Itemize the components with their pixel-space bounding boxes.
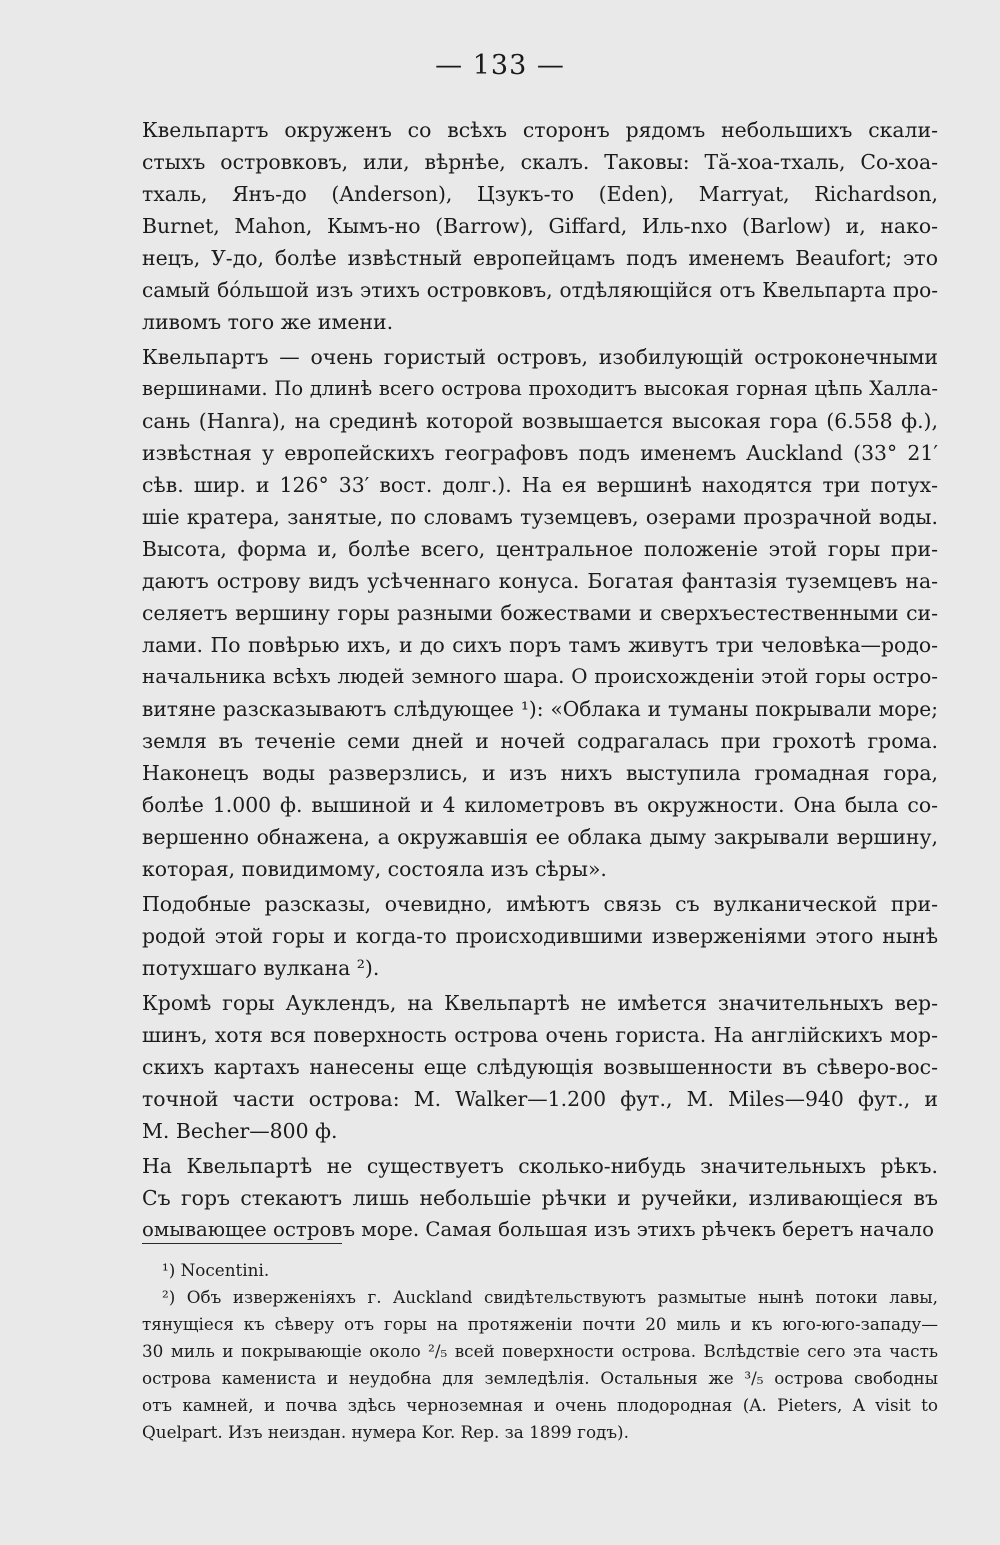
text-line: Подобные разсказы, очевидно, имѣютъ связь съ вулканической при-	[142, 892, 938, 916]
text-line: Quelpart. Изъ неиздан. нумера Kor. Rep. за 1899 годъ).	[142, 1422, 629, 1442]
footnote	[142, 1284, 938, 1446]
paragraph	[142, 1150, 938, 1246]
text-line: Квельпартъ окруженъ со всѣхъ сторонъ рядомъ небольшихъ скали-	[142, 118, 938, 142]
text-line: вершинами. По длинѣ всего острова проходитъ высокая горная цѣпь Халла-	[142, 377, 938, 400]
text-line: Квельпартъ — очень гористый островъ, изобилующій остроконечными	[142, 345, 938, 369]
footnote-divider	[142, 1243, 342, 1244]
paragraph	[142, 341, 938, 885]
text-line: Съ горъ стекаютъ лишь небольшіе рѣчки и ручейки, изливающіеся въ	[142, 1186, 938, 1210]
text-line: точной части острова: M. Walker—1.200 фут., M. Miles—940 фут., и	[142, 1087, 938, 1111]
text-line: скихъ картахъ нанесены еще слѣдующія возвышенности въ сѣверо-вос-	[142, 1055, 938, 1079]
text-line: нецъ, У-до, болѣе извѣстный европейцамъ подъ именемъ Beaufort; это	[142, 246, 938, 270]
footnotes	[142, 1257, 938, 1446]
text-line: ²) Объ изверженіяхъ г. Auckland свидѣтельствуютъ размытые нынѣ потоки лавы,	[162, 1287, 938, 1307]
text-line: тхаль, Янъ-до (Anderson), Цзукъ-то (Eden), Marryat, Richardson,	[142, 182, 938, 206]
text-line: витяне разсказываютъ слѣдующее ¹): «Облака и туманы покрывали море;	[142, 697, 938, 721]
text-line: даютъ острову видъ усѣченнаго конуса. Богатая фантазія туземцевъ на-	[142, 569, 938, 593]
text-line: вершенно обнажена, а окружавшія ее облака дыму закрывали вершину,	[142, 825, 938, 849]
paragraph	[142, 888, 938, 984]
text-line: острова камениста и неудобна для земледѣлія. Остальныя же ³/₅ острова свободны	[142, 1368, 938, 1388]
text-line: сѣв. шир. и 126° 33′ вост. долг.). На ея вершинѣ находятся три потух-	[142, 473, 938, 497]
text-line: извѣстная у европейскихъ географовъ подъ именемъ Auckland (33° 21′	[142, 441, 938, 465]
text-line: Наконецъ воды разверзлись, и изъ нихъ выступила громадная гора,	[142, 761, 938, 785]
text-line: шіе кратера, занятые, по словамъ туземцевъ, озерами прозрачной воды.	[142, 505, 938, 529]
text-line: Burnet, Mahon, Кымъ-но (Barrow), Giffard, Иль-nхо (Barlow) и, нако-	[142, 214, 938, 238]
text-line: потухшаго вулкана ²).	[142, 956, 380, 980]
text-line: тянущіеся къ сѣверу отъ горы на протяженіи почти 20 миль и къ юго-юго-западу—	[142, 1314, 938, 1334]
text-line: Кромѣ горы Ауклендъ, на Квельпартѣ не имѣется значительныхъ вер-	[142, 991, 938, 1015]
text-line: отъ камней, и почва здѣсь черноземная и очень плодородная (A. Pieters, A visit to	[142, 1395, 938, 1415]
main-text	[142, 114, 938, 1246]
text-line: ¹) Nocentini.	[162, 1260, 270, 1280]
text-line: шинъ, хотя вся поверхность острова очень гориста. На англійскихъ мор-	[142, 1023, 938, 1047]
text-line: M. Becher—800 ф.	[142, 1119, 338, 1143]
text-line: которая, повидимому, состояла изъ сѣры».	[142, 857, 607, 881]
text-line: На Квельпартѣ не существуетъ сколько-нибудь значительныхъ рѣкъ.	[142, 1154, 938, 1178]
text-line: сань (Hanra), на срединѣ которой возвышается высокая гора (6.558 ф.),	[142, 409, 938, 433]
text-line: начальника всѣхъ людей земного шара. О происхожденіи этой горы остро-	[142, 665, 938, 688]
paragraph	[142, 987, 938, 1147]
text-line: болѣе 1.000 ф. вышиной и 4 километровъ въ окружности. Она была со-	[142, 793, 938, 817]
text-line: самый бóльшой изъ этихъ островковъ, отдѣляющійся отъ Квельпарта про-	[142, 278, 938, 302]
text-line: земля въ теченіе семи дней и ночей содрагалась при грохотѣ грома.	[142, 729, 938, 753]
text-line: 30 миль и покрывающіе около ²/₅ всей поверхности острова. Вслѣдствіе сего эта часть	[142, 1341, 938, 1361]
text-line: родой этой горы и когда-то происходившими изверженіями этого нынѣ	[142, 924, 938, 948]
text-line: омывающее островъ море. Самая большая изъ этихъ рѣчекъ беретъ начало	[142, 1218, 934, 1241]
text-line: селяетъ вершину горы разными божествами и сверхъестественными си-	[142, 601, 938, 625]
text-line: Высота, форма и, болѣе всего, центральное положеніе этой горы при-	[142, 537, 938, 561]
text-line: лами. По повѣрью ихъ, и до сихъ поръ тамъ живутъ три человѣка—родо-	[142, 633, 938, 657]
footnote	[142, 1257, 938, 1284]
text-line: стыхъ островковъ, или, вѣрнѣе, скалъ. Таковы: Тă-хоа-тхаль, Со-хоа-	[142, 150, 938, 174]
text-line: ливомъ того же имени.	[142, 310, 394, 334]
paragraph	[142, 114, 938, 338]
page-number: — 133 —	[435, 50, 565, 81]
